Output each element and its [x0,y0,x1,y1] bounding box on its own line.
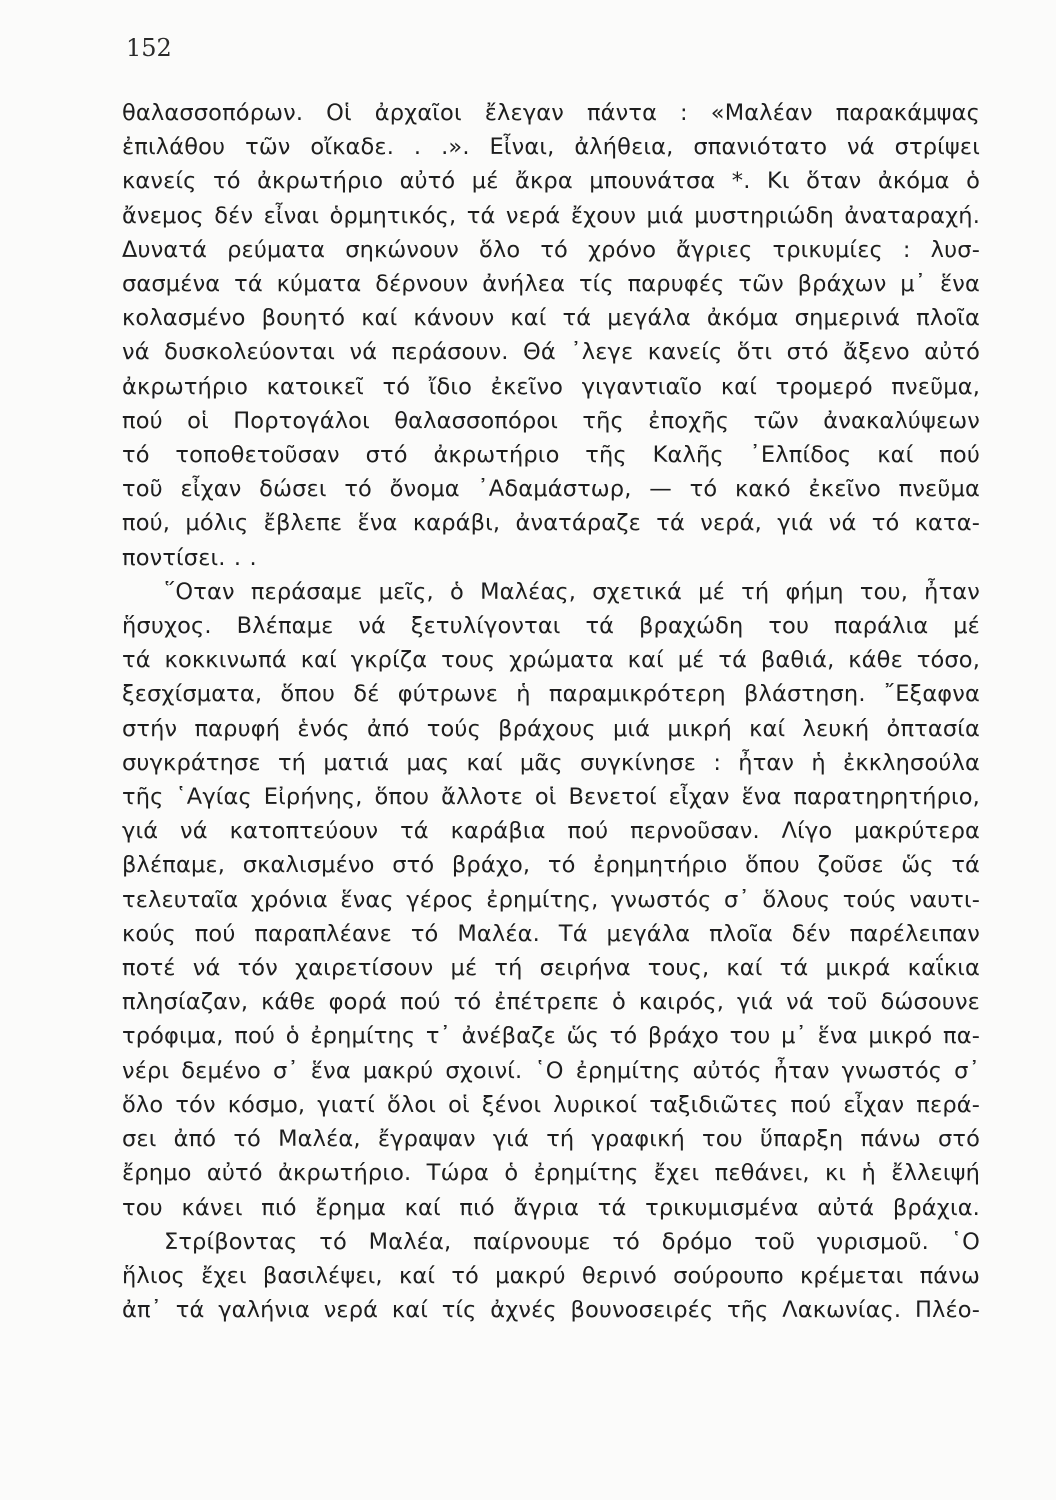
text-line: τοῦ εἶχαν δώσει τό ὄνομα ᾿Αδαμάστωρ, — τό κακό ἐκεῖνο πνεῦμα [122,476,980,503]
text-line: ἀκρωτήριο κατοικεῖ τό ἴδιο ἐκεῖνο γιγαντιαῖο καί τρομερό πνεῦμα, [122,373,980,400]
text-line: ξεσχίσματα, ὅπου δέ φύτρωνε ἡ παραμικρότερη βλάστηση. ῎Εξαφνα [122,681,980,708]
text-line: τά κοκκινωπά καί γκρίζα τους χρώματα καί μέ τά βαθιά, κάθε τόσο, [122,647,980,674]
text-line: πλησίαζαν, κάθε φορά πού τό ἐπέτρεπε ὁ καιρός, γιά νά τοῦ δώσουνε [122,989,980,1016]
body-text [122,96,980,1327]
text-line: θαλασσοπόρων. Οἱ ἀρχαῖοι ἔλεγαν πάντα : «Μαλέαν παρακάμψας [122,100,980,126]
text-line: πού, μόλις ἔβλεπε ἕνα καράβι, ἀνατάραζε τά νερά, γιά νά τό κατα- [122,510,980,537]
text-line: ῞Οταν περάσαμε μεῖς, ὁ Μαλέας, σχετικά μέ τή φήμη του, ἦταν [164,578,980,605]
text-line: νέρι δεμένο σ᾿ ἕνα μακρύ σχοινί. ῾Ο ἐρημίτης αὐτός ἦταν γνωστός σ᾿ [122,1057,980,1084]
text-line: ἀπ᾿ τά γαλήνια νερά καί τίς ἀχνές βουνοσειρές τῆς Λακωνίας. Πλέο- [122,1297,980,1324]
text-line: τρόφιμα, πού ὁ ἐρημίτης τ᾿ ἀνέβαζε ὥς τό βράχο του μ᾿ ἕνα μικρό πα- [122,1023,980,1050]
text-line: ἥσυχος. Βλέπαμε νά ξετυλίγονται τά βραχώδη του παράλια μέ [122,613,980,640]
text-line: βλέπαμε, σκαλισμένο στό βράχο, τό ἐρημητήριο ὅπου ζοῦσε ὥς τά [122,852,980,879]
text-line: γιά νά κατοπτεύουν τά καράβια πού περνοῦσαν. Λίγο μακρύτερα [122,818,980,845]
page-number: 152 [126,34,172,62]
text-line: Στρίβοντας τό Μαλέα, παίρνουμε τό δρόμο τοῦ γυρισμοῦ. ῾Ο [164,1228,980,1255]
text-line: σει ἀπό τό Μαλέα, ἔγραψαν γιά τή γραφική του ὕπαρξη πάνω στό [122,1126,980,1153]
text-line: ποντίσει. . . [122,544,257,571]
text-line: ὅλο τόν κόσμο, γιατί ὅλοι οἱ ξένοι λυρικοί ταξιδιῶτες πού εἶχαν περά- [122,1091,980,1118]
text-line: πού οἱ Πορτογάλοι θαλασσοπόροι τῆς ἐποχῆς τῶν ἀνακαλύψεων [122,407,980,434]
text-line: τό τοποθετοῦσαν στό ἀκρωτήριο τῆς Καλῆς ᾿Ελπίδος καί πού [122,442,980,469]
text-line: συγκράτησε τή ματιά μας καί μᾶς συγκίνησε : ἦταν ἡ ἐκκλησούλα [122,749,980,776]
text-line: νά δυσκολεύονται νά περάσουν. Θά ᾿λεγε κανείς ὅτι στό ἄξενο αὐτό [122,339,980,366]
text-line: στήν παρυφή ἑνός ἀπό τούς βράχους μιά μικρή καί λευκή ὀπτασία [122,715,980,742]
text-line: ἥλιος ἔχει βασιλέψει, καί τό μακρύ θερινό σούρουπο κρέμεται πάνω [122,1262,980,1289]
text-line: Δυνατά ρεύματα σηκώνουν ὅλο τό χρόνο ἄγριες τρικυμίες : λυσ- [122,236,980,263]
text-line: σασμένα τά κύματα δέρνουν ἀνήλεα τίς παρυφές τῶν βράχων μ᾿ ἕνα [122,271,980,298]
text-line: τῆς ῾Αγίας Εἰρήνης, ὅπου ἄλλοτε οἱ Βενετοί εἶχαν ἕνα παρατηρητήριο, [122,784,980,811]
text-line: ποτέ νά τόν χαιρετίσουν μέ τή σειρήνα τους, καί τά μικρά καΐκια [122,955,980,982]
text-line: τελευταῖα χρόνια ἕνας γέρος ἐρημίτης, γνωστός σ᾿ ὅλους τούς ναυτι- [122,886,980,913]
paragraph-1 [122,96,980,575]
text-line: ἄνεμος δέν εἶναι ὁρμητικός, τά νερά ἔχουν μιά μυστηριώδη ἀναταραχή. [122,202,980,229]
text-line: ἐπιλάθου τῶν οἴκαδε. . .». Εἶναι, ἀλήθεια, σπανιότατο νά στρίψει [122,134,980,161]
text-line: κολασμένο βουητό καί κάνουν καί τά μεγάλα ἀκόμα σημερινά πλοῖα [122,305,980,332]
text-line: του κάνει πιό ἔρημα καί πιό ἄγρια τά τρικυμισμένα αὐτά βράχια. [122,1194,980,1221]
text-line: κανείς τό ἀκρωτήριο αὐτό μέ ἄκρα μπουνάτσα *. Κι ὅταν ἀκόμα ὁ [122,168,980,195]
paragraph-3 [122,1225,980,1328]
text-line: κούς πού παραπλέανε τό Μαλέα. Τά μεγάλα πλοῖα δέν παρέλειπαν [122,920,980,947]
text-line: ἔρημο αὐτό ἀκρωτήριο. Τώρα ὁ ἐρημίτης ἔχει πεθάνει, κι ἡ ἔλλειψή [122,1160,980,1187]
paragraph-2 [122,575,980,1225]
